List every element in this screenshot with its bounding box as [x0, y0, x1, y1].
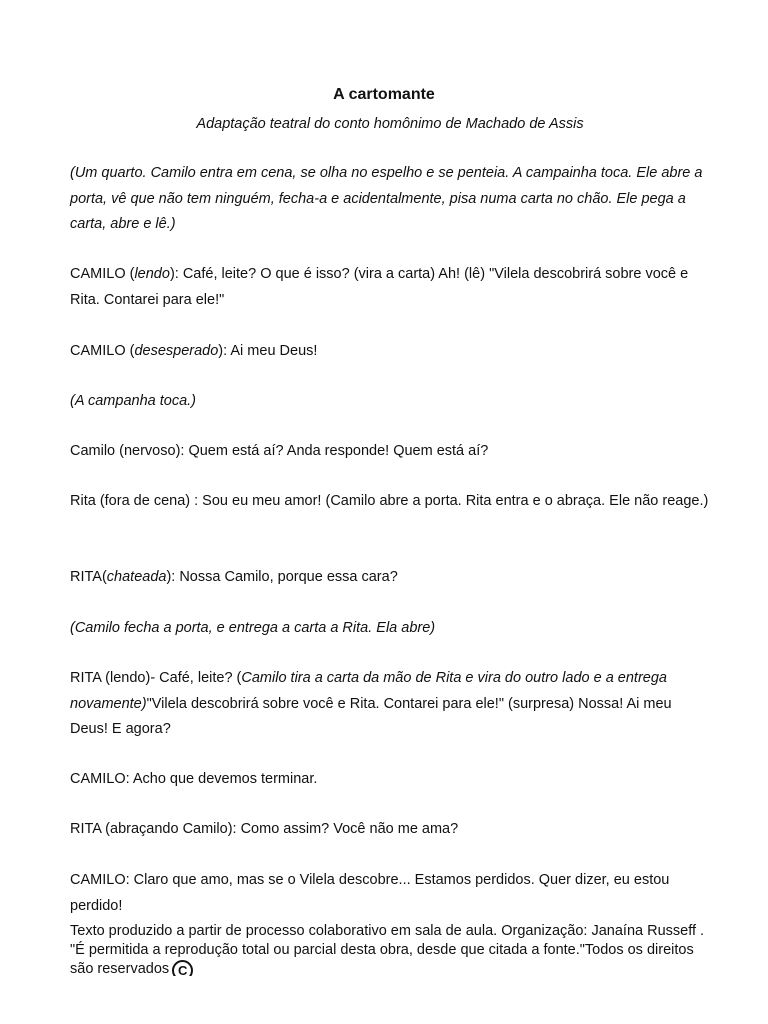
paragraph-segment: (Um quarto. Camilo entra em cena, se olha no espelho e se penteia. A campainha toca. Ele abre a porta, vê que não tem ninguém, fecha-a e acidentalmente, pisa numa carta no chão. Ele pega a carta, abre e lê.) [70, 165, 703, 232]
dialogue-line [70, 262, 710, 313]
copyright-icon: C [172, 960, 193, 976]
paragraph-segment: CAMILO ( [70, 266, 135, 282]
paragraph-segment: CAMILO: Acho que devemos terminar. [70, 771, 318, 787]
stage-direction [70, 616, 710, 642]
paragraph-segment: (Camilo fecha a porta, e entrega a carta a Rita. Ela abre) [70, 620, 436, 636]
footer-note [70, 922, 710, 976]
dialogue-line [70, 489, 710, 515]
dialogue-line [70, 767, 710, 793]
stage-direction [70, 161, 710, 238]
paragraph-segment: CAMILO ( [70, 343, 135, 359]
dialogue-line [70, 868, 710, 919]
paragraph-segment: RITA( [70, 569, 107, 585]
document-subtitle: Adaptação teatral do conto homônimo de Machado de Assis [196, 116, 584, 132]
paragraph-segment: RITA (abraçando Camilo): Como assim? Você não me ama? [70, 821, 459, 837]
dialogue-line [70, 439, 710, 465]
paragraph-segment: CAMILO: Claro que amo, mas se o Vilela descobre... Estamos perdidos. Quer dizer, eu estou perdido! [70, 872, 670, 914]
footer-text: Texto produzido a partir de processo colaborativo em sala de aula. Organização: Janaína Russeff . "É permitida a reprodução total ou parcial desta obra, desde que citada a fonte."Todos os direitos são reservados [70, 923, 705, 976]
paragraph-segment: RITA (lendo)- Café, leite? ( [70, 670, 242, 686]
paragraph-segment: lendo [134, 266, 170, 282]
paragraph-segment: ): Café, leite? O que é isso? (vira a carta) Ah! (lê) "Vilela descobrirá sobre você e Rita. Contarei para ele!" [70, 266, 689, 308]
dialogue-line [70, 565, 710, 591]
paragraph-segment: chateada [106, 569, 167, 585]
paragraph-segment: Camilo tira a carta da mão de Rita e vira do outro lado e a entrega novamente) [70, 670, 667, 712]
dialogue-line [70, 817, 710, 843]
dialogue-line [70, 666, 710, 743]
paragraph-segment: ): Nossa Camilo, porque essa cara? [166, 569, 398, 585]
paragraph-segment: (A campanha toca.) [70, 393, 196, 409]
paragraph-segment: Rita (fora de cena) : Sou eu meu amor! (Camilo abre a porta. Rita entra e o abraça. Ele não reage.) [70, 493, 709, 509]
paragraph-segment: ): Ai meu Deus! [218, 343, 318, 359]
paragraph-segment: Camilo (nervoso): Quem está aí? Anda responde! Quem está aí? [70, 443, 489, 459]
paragraph-segment: "Vilela descobrirá sobre você e Rita. Contarei para ele!" (surpresa) Nossa! Ai meu Deus! E agora? [70, 695, 672, 737]
dialogue-line [70, 339, 710, 365]
document-title: A cartomante [333, 86, 435, 103]
stage-direction [70, 389, 710, 415]
paragraph-segment: desesperado [134, 343, 219, 359]
